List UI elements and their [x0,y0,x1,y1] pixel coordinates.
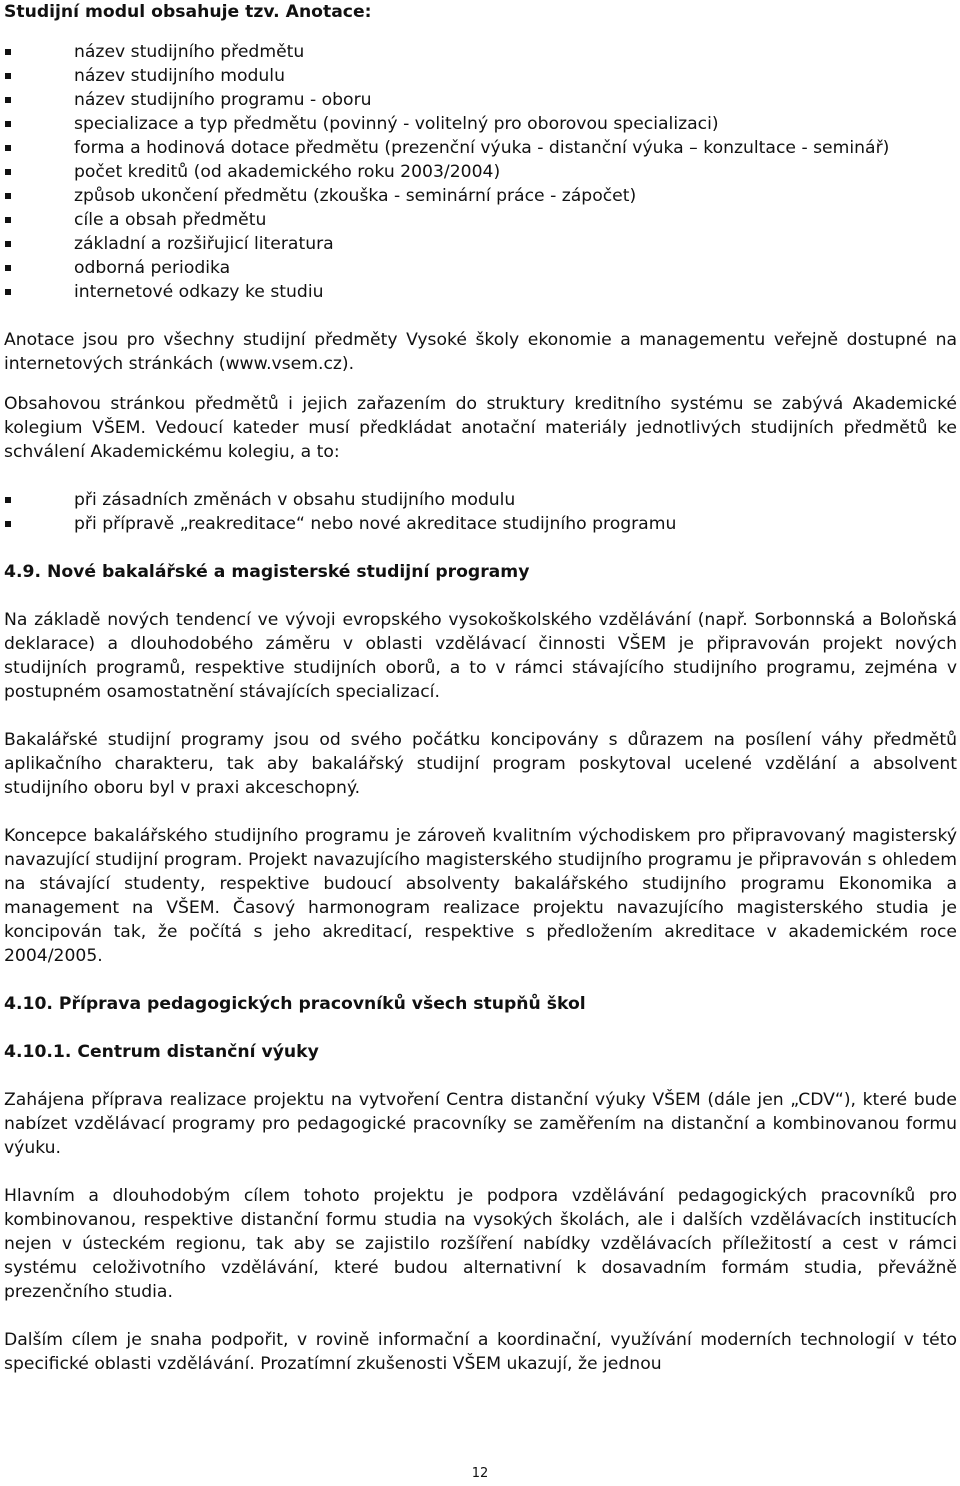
page-number: 12 [471,1466,489,1481]
intro-heading: Studijní modul obsahuje tzv. Anotace: [4,2,372,22]
condition-list [4,488,957,536]
paragraph-dalsi-cil: Dalším cílem je snaha podpořit, v rovině informační a koordinační, využívání moderních technologií v této specifické oblasti vzdělávání. Prozatímní zkušenosti VŠEM ukazují, že jednou [4,1330,957,1374]
document-page [4,0,957,1376]
paragraph-anotace: Anotace jsou pro všechny studijní předměty Vysoké školy ekonomie a managementu veřejně dostupné na internetových stránkách (www.vsem.cz). [4,330,957,374]
list-item: způsob ukončení předmětu (zkouška - seminární práce - zápočet) [4,184,957,208]
list-item: při přípravě „reakreditace“ nebo nové akreditace studijního programu [4,512,957,536]
list-item: odborná periodika [4,256,957,280]
section-heading-4-10: 4.10. Příprava pedagogických pracovníků všech stupňů škol [4,994,586,1014]
list-item: při zásadních změnách v obsahu studijního modulu [4,488,957,512]
list-item: forma a hodinová dotace předmětu (prezenční výuka - distanční výuka – konzultace - seminář) [4,136,957,160]
paragraph-koncepce: Koncepce bakalářského studijního programu je zároveň kvalitním východiskem pro připravovaný magisterský navazující studijní program. Projekt navazujícího magisterského studijního programu je připravován s ohledem na stávající studenty, respektive budoucí absolventy bakalářského studijního programu Ekonomika a management na VŠEM. Časový harmonogram realizace projektu navazujícího magisterského studia je koncipován tak, že počítá s jeho akreditací, respektive s předložením akreditace v akademickém roce 2004/2005. [4,826,957,966]
list-item: internetové odkazy ke studiu [4,280,957,304]
section-heading-4-9: 4.9. Nové bakalářské a magisterské studijní programy [4,562,530,582]
paragraph-kolegium: Obsahovou stránkou předmětů i jejich zařazením do struktury kreditního systému se zabývá Akademické kolegium VŠEM. Vedoucí kateder musí předkládat anotační materiály jednotlivých studijních předmětů ke schválení Akademickému kolegiu, a to: [4,394,957,462]
list-item: název studijního předmětu [4,40,957,64]
list-item: název studijního modulu [4,64,957,88]
paragraph-hlavni-cil: Hlavním a dlouhodobým cílem tohoto projektu je podpora vzdělávání pedagogických pracovníků pro kombinovanou, respektive distanční formu studia na vysokých školách, ale i dalších vzdělávacích institucích nejen v ústeckém regionu, tak aby se zajistilo rozšíření nabídky vzdělávacích příležitostí a cest v rámci systému celoživotního vzdělávání, které budou alternativní k dosavadním formám studia, převážně prezenčního studia. [4,1186,957,1302]
section-heading-4-10-1: 4.10.1. Centrum distanční výuky [4,1042,319,1062]
list-item: základní a rozšiřujicí literatura [4,232,957,256]
annotation-list [4,40,957,304]
list-item: specializace a typ předmětu (povinný - volitelný pro oborovou specializaci) [4,112,957,136]
paragraph-bakalarske: Bakalářské studijní programy jsou od svého počátku koncipovány s důrazem na posílení váhy předmětů aplikačního charakteru, tak aby bakalářský studijní program poskytoval ucelené vzdělání a absolvent studijního oboru byl v praxi akceschopný. [4,730,957,798]
list-item: název studijního programu - oboru [4,88,957,112]
paragraph-cdv: Zahájena příprava realizace projektu na vytvoření Centra distanční výuky VŠEM (dále jen „CDV“), které bude nabízet vzdělávací programy pro pedagogické pracovníky se zaměřením na distanční a kombinovanou formu výuku. [4,1090,957,1158]
list-item: cíle a obsah předmětu [4,208,957,232]
paragraph-tendence: Na základě nových tendencí ve vývoji evropského vysokoškolského vzdělávání (např. Sorbonnská a Boloňská deklarace) a dlouhodobého záměru v oblasti vzdělávací činnosti VŠEM je připravován projekt nových studijních programů, respektive studijních oborů, a to v rámci stávajícího studijního programu, zejména v postupném osamostatnění stávajících specializací. [4,610,957,702]
list-item: počet kreditů (od akademického roku 2003/2004) [4,160,957,184]
